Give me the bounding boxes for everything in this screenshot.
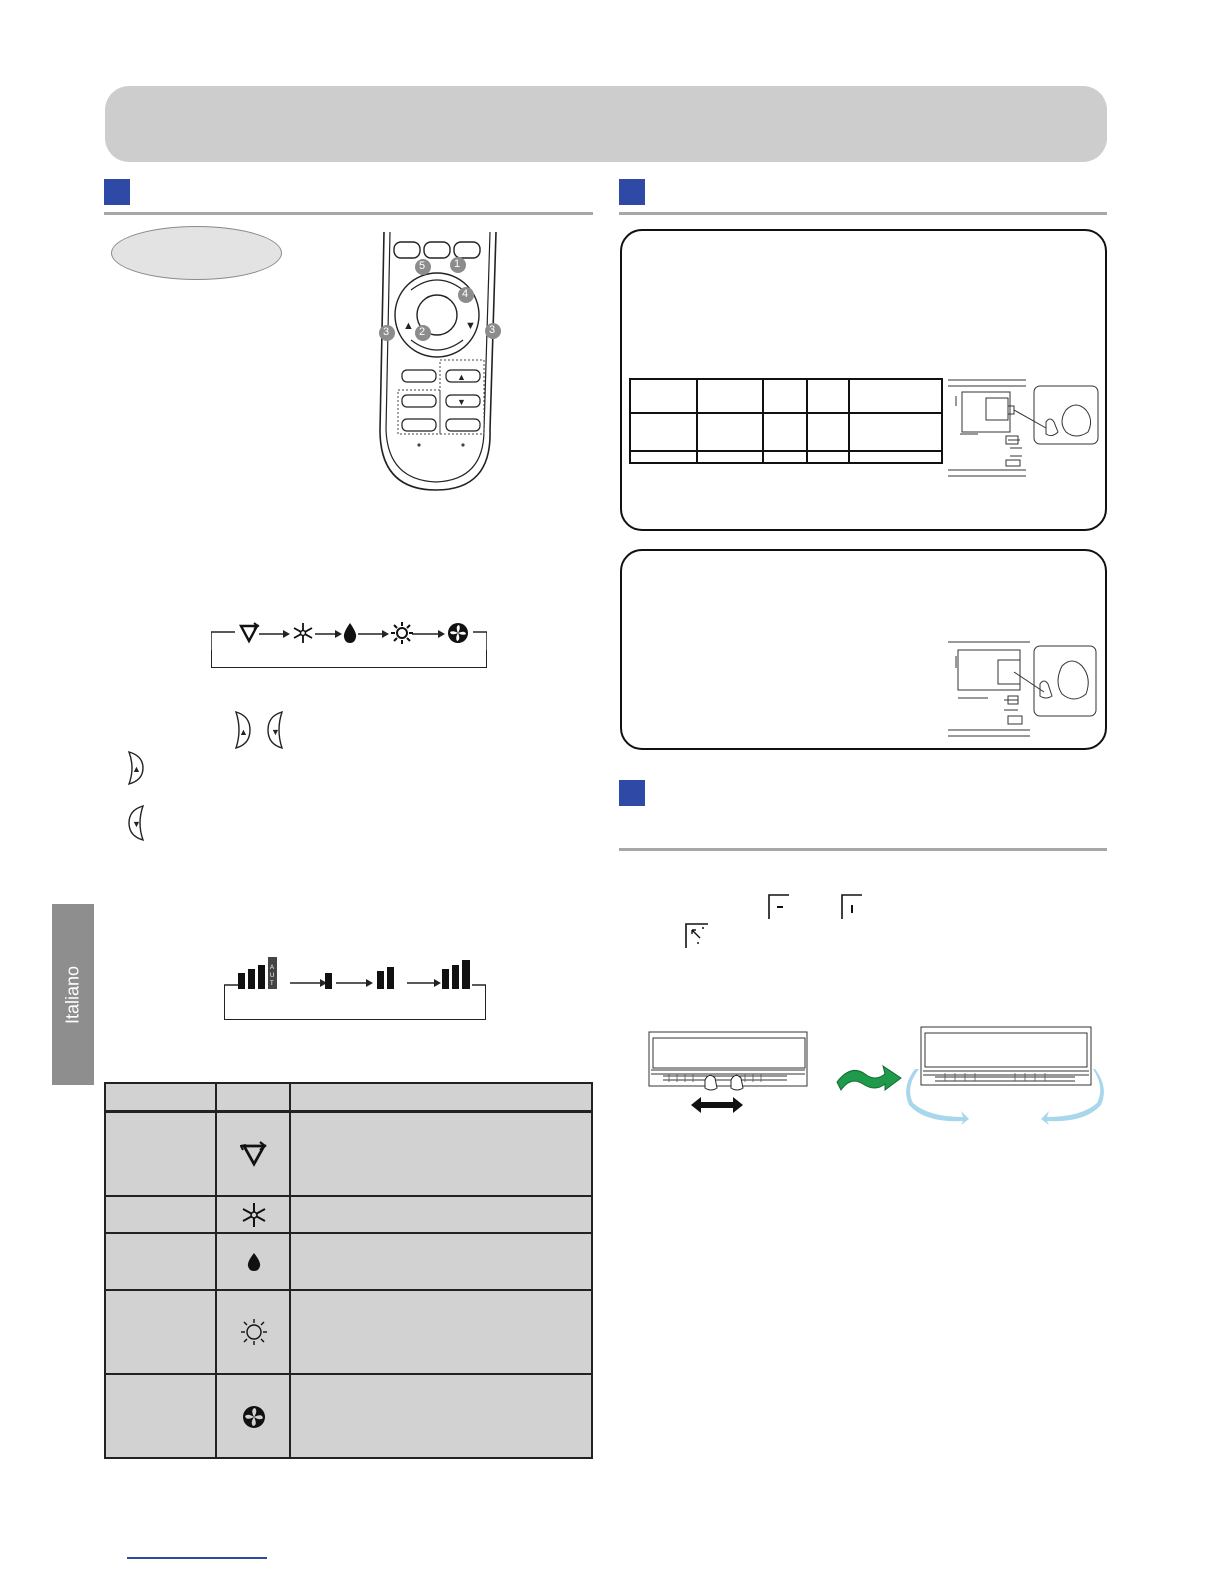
table-row-divider: [106, 1373, 591, 1375]
louver-horizontal-icon: [767, 893, 791, 919]
page-title-banner: [105, 86, 1107, 162]
fan-speed-high-icon: [442, 960, 472, 989]
table-row: [216, 1234, 292, 1289]
temp-up-button-icon: [232, 710, 254, 750]
heat-mode-icon: [240, 1318, 268, 1346]
svg-text:▼: ▼: [132, 819, 141, 829]
footer-link-underline: [127, 1557, 267, 1559]
mode-table: [104, 1082, 593, 1459]
callout-3-right: 3: [484, 322, 502, 340]
svg-text:T: T: [270, 981, 274, 987]
table-row: [216, 1375, 292, 1459]
svg-text:▲: ▲: [239, 727, 248, 737]
callout-3-left: 3: [378, 324, 396, 342]
table-row-divider: [106, 1289, 591, 1291]
callout-4: 4: [457, 286, 475, 304]
auto-mode-icon: [240, 1141, 268, 1167]
language-side-tab: [52, 904, 94, 1085]
temp-up-button-icon-2: [125, 750, 147, 786]
svg-text:▼: ▼: [457, 397, 466, 407]
cool-mode-icon: [241, 1202, 267, 1228]
svg-text:▼: ▼: [465, 320, 476, 332]
louver-vertical-icon: [840, 893, 864, 919]
heat-mode-icon: [391, 622, 413, 644]
fan-speed-low-icon: [325, 973, 333, 989]
louver-swing-icon: [684, 922, 710, 948]
dry-mode-icon: [246, 1252, 262, 1272]
green-arrow-icon: [835, 1060, 903, 1096]
svg-text:A: A: [270, 965, 275, 971]
svg-text:▲: ▲: [457, 372, 466, 382]
section-marker-right-top: [619, 179, 645, 205]
temp-down-button-icon-2: [125, 804, 147, 842]
double-arrow-icon: [691, 1095, 743, 1115]
indoor-unit-airflow-illustration: [905, 1025, 1105, 1130]
svg-text:U: U: [270, 973, 275, 979]
section-rule-right-bottom: [619, 848, 1107, 851]
table-row: [216, 1291, 292, 1373]
fan-mode-icon: [447, 622, 469, 644]
auto-mode-icon: [238, 622, 260, 644]
cool-mode-icon: [292, 622, 314, 644]
table-header-divider: [106, 1110, 591, 1113]
callout-5: 5: [414, 258, 432, 276]
fan-speed-cycle-diagram: [224, 955, 486, 1021]
code-table: [629, 378, 943, 464]
step-badge: [111, 226, 282, 280]
svg-text:▼: ▼: [271, 727, 280, 737]
temp-down-button-icon: [264, 710, 286, 750]
indoor-unit-panel-illustration: [948, 376, 1100, 478]
section-marker-right-bottom: [619, 780, 645, 806]
fan-mode-icon: [242, 1405, 266, 1429]
svg-text:▲: ▲: [132, 764, 141, 774]
table-row-divider: [631, 450, 941, 452]
callout-1: 1: [449, 256, 467, 274]
section-rule-right-top: [619, 212, 1107, 215]
svg-text:▲: ▲: [403, 320, 414, 332]
table-row-divider: [631, 412, 941, 414]
section-rule-left: [104, 212, 593, 215]
table-row: [216, 1197, 292, 1232]
fan-speed-medium-icon: [377, 967, 395, 989]
section-marker-left: [104, 179, 130, 205]
indoor-unit-panel-illustration-2: [948, 638, 1098, 738]
table-row-divider: [106, 1195, 591, 1197]
remote-control-illustration: [366, 230, 506, 492]
table-row: [216, 1113, 292, 1195]
language-label: Italiano: [62, 965, 83, 1024]
fan-speed-auto-icon: [238, 957, 288, 991]
callout-2: 2: [414, 324, 432, 342]
table-row-divider: [106, 1232, 591, 1234]
dry-mode-icon: [342, 622, 358, 644]
mode-cycle-diagram: [211, 620, 487, 670]
